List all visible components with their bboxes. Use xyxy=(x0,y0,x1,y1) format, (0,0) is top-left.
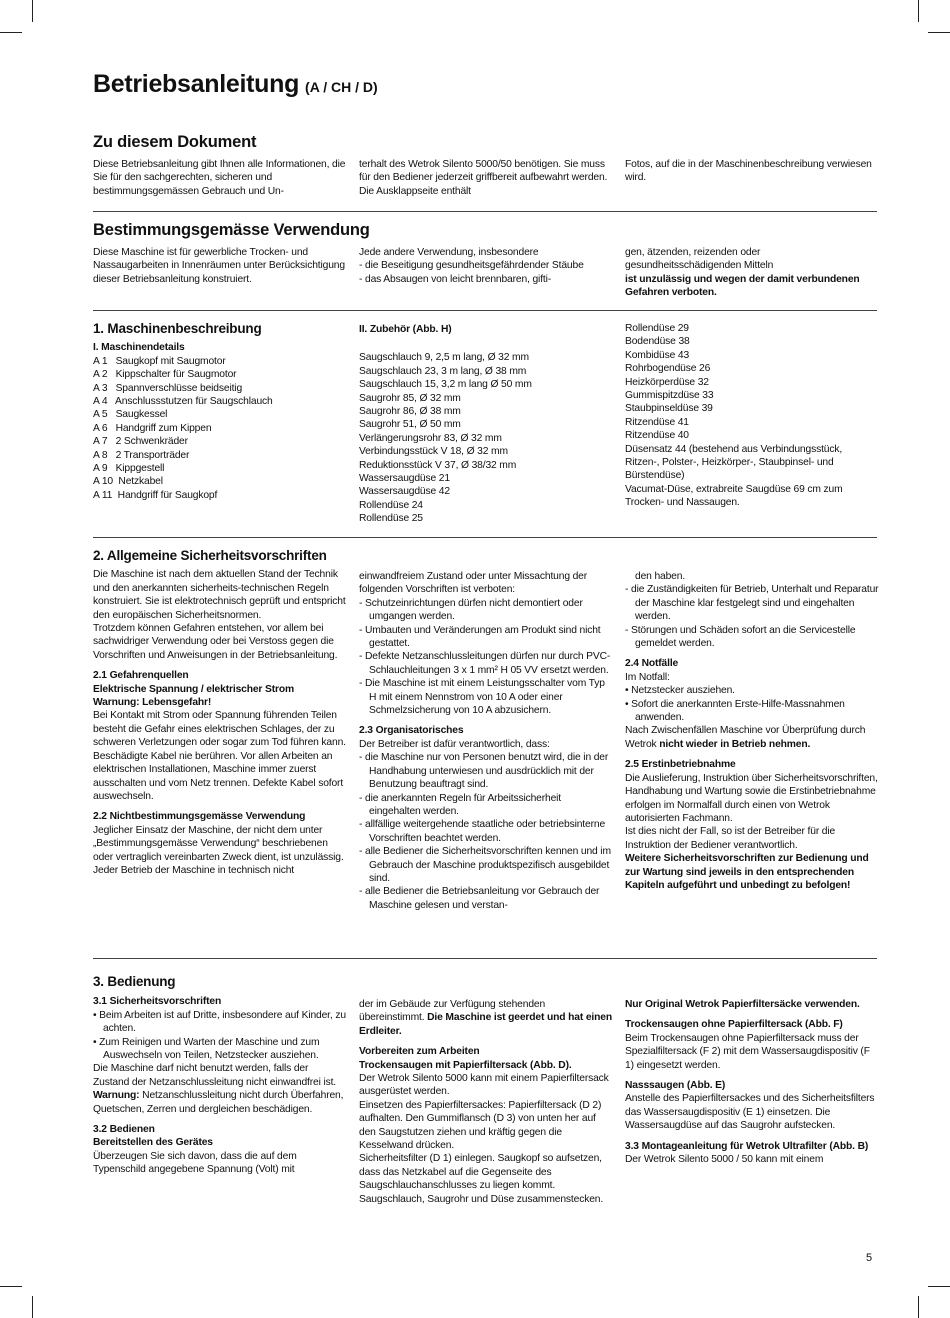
paragraph xyxy=(625,724,879,751)
list-item: Saugschlauch 15, 3,2 m lang Ø 50 mm xyxy=(359,379,532,391)
use-col-2 xyxy=(359,246,613,300)
list-item: Kombidüse 43 xyxy=(625,349,690,361)
safety-col-2 xyxy=(359,549,613,912)
subheading: Elektrische Spannung / elektrischer Strom xyxy=(93,683,294,695)
emphasis-text: Die Maschine ist geerdet und hat einen Erdleiter. xyxy=(359,1012,612,1037)
divider xyxy=(93,211,877,212)
paragraph: Der Betreiber ist dafür verantwortlich, dass: xyxy=(359,738,550,750)
paragraph: Jeglicher Einsatz der Maschine, der nicht dem unter „Bestimmungsgemässe Verwendung“ beschriebenen oder vertraglich vereinbarten Zweck dient, ist unzulässig. xyxy=(93,824,344,863)
use-col-1: Diese Maschine ist für gewerbliche Trocken- und Nassaugarbeiten in Innenräumen unter Berücksichtigung dieser Betriebsanleitung konstruiert. xyxy=(93,247,345,285)
list-item: • Beim Arbeiten ist auf Dritte, insbesondere auf Kinder, zu achten. xyxy=(93,1009,346,1035)
divider xyxy=(93,958,877,959)
section-title: 1. Maschinenbeschreibung xyxy=(93,321,262,336)
paragraph xyxy=(359,998,613,1038)
subheading: 2.3 Organisatorisches xyxy=(359,725,464,737)
list-item: - Die Maschine ist mit einem Leistungsschalter vom Typ H mit einem Nennstrom von 10 A oder einer Schmelzsicherung von 10 A abzusichern. xyxy=(359,678,605,717)
list-item: Vacumat-Düse, extrabreite Saugdüse 69 cm zum Trocken- und Nassaugen. xyxy=(625,483,843,509)
list-item: A 3 Spannverschlüsse beidseitig xyxy=(93,382,243,394)
list-item: Bodendüse 38 xyxy=(625,336,690,348)
crop-mark xyxy=(32,0,33,22)
list-item: - das Absaugen von leicht brennbaren, gifti- xyxy=(359,273,552,285)
crop-mark xyxy=(918,1296,919,1318)
title-text: Betriebsanleitung xyxy=(93,70,300,98)
paragraph: Ist dies nicht der Fall, so ist der Betreiber für die Instruktion der Bediener verantwortlich. xyxy=(625,826,836,851)
section-operation xyxy=(93,975,877,1206)
list-item: • Netzstecker ausziehen. xyxy=(625,685,735,697)
list-item: Rollendüse 24 xyxy=(359,499,423,511)
list-item: Wassersaugdüse 21 xyxy=(359,473,450,485)
crop-mark xyxy=(928,1286,950,1287)
section-title: Zu diesem Dokument xyxy=(93,133,257,151)
section-about xyxy=(93,133,877,198)
list-item: Gummispitzdüse 33 xyxy=(625,390,714,402)
list-item: Rohrbogendüse 26 xyxy=(625,363,711,375)
warning-label: Warnung: xyxy=(93,1090,140,1102)
list-item: Heizkörperdüse 32 xyxy=(625,376,709,388)
emphasis-paragraph: Weitere Sicherheitsvorschriften zur Bedienung und zur Wartung sind jeweils in den entsprechenden Kapiteln aufgeführt und unbedingt zu befolgen! xyxy=(625,853,869,891)
list-item: Saugschlauch 23, 3 m lang, Ø 38 mm xyxy=(359,365,527,377)
list-item: A 1 Saugkopf mit Saugmotor xyxy=(93,355,226,367)
divider xyxy=(93,537,877,538)
about-col-2: terhalt des Wetrok Silento 5000/50 benötigen. Sie muss für den Bediener jederzeit griffbereit aufbewahrt werden. Die Ausklappseite enthält xyxy=(359,159,608,197)
crop-mark xyxy=(32,1296,33,1318)
divider xyxy=(93,310,877,311)
list-item: - Defekte Netzanschlussleitungen dürfen nur durch PVC-Schlauchleitungen 3 x 1 mm² H 05 VV ersetzt werden. xyxy=(359,651,611,676)
section-intended-use xyxy=(93,221,877,300)
list-item: A 4 Anschlussstutzen für Saugschlauch xyxy=(93,396,273,408)
paragraph: Im Notfall: xyxy=(625,671,670,683)
paragraph: Beim Trockensaugen ohne Papierfiltersack muss der Spezialfiltersack (F 2) mit dem Wassersaugdispositiv (F 1) eingesetzt werden. xyxy=(625,1032,870,1071)
paragraph: Überzeugen Sie sich davon, dass die auf dem Typenschild angegebene Spannung (Volt) mit xyxy=(93,1150,297,1176)
about-col-1: Diese Betriebsanleitung gibt Ihnen alle Informationen, die Sie für den sachgerechten, sicheren und bestimmungsgemässen Gebrauch und Un- xyxy=(93,159,346,197)
list-item: A 5 Saugkessel xyxy=(93,409,168,421)
subheading: Nasssaugen (Abb. E) xyxy=(625,1080,726,1092)
list-item: - allfällige weitergehende staatliche oder betriebsinterne Vorschriften beachtet werden. xyxy=(359,819,606,844)
emphasis-paragraph: Nur Original Wetrok Papierfiltersäcke verwenden. xyxy=(625,999,860,1010)
paragraph-text: Nach Zwischenfällen Maschine vor Überprüfung durch Wetrok xyxy=(625,725,866,750)
list-item: Ritzendüse 41 xyxy=(625,416,689,428)
operation-col-3 xyxy=(625,975,879,1206)
list-item: - die anerkannten Regeln für Arbeitssicherheit eingehalten werden. xyxy=(359,792,562,817)
paragraph: Einsetzen des Papierfiltersackes: Papierfiltersack (D 2) aufhalten. Den Gummiflansch (D 3) von unten her auf den Saugstutzen ziehen und kräftig gegen die Kesselwand drücken. xyxy=(359,1099,602,1152)
paragraph: Die Maschine darf nicht benutzt werden, falls der Zustand der Netzanschlussleitung nicht einwandfrei ist. xyxy=(93,1063,337,1088)
section-title: 2. Allgemeine Sicherheitsvorschriften xyxy=(93,548,327,563)
details-column xyxy=(93,322,347,526)
subheading: 2.4 Notfälle xyxy=(625,658,679,670)
list-item: Wassersaugdüse 42 xyxy=(359,486,450,498)
subheading: 3.1 Sicherheitsvorschriften xyxy=(93,996,222,1008)
paragraph: Der Wetrok Silento 5000 / 50 kann mit einem xyxy=(625,1154,824,1166)
paragraph: den haben. xyxy=(635,571,686,582)
subheading: Vorbereiten zum Arbeiten xyxy=(359,1046,480,1058)
paragraph-text: der im Gebäude zur Verfügung stehenden übereinstimmt. xyxy=(359,999,546,1024)
list-item: - die Beseitigung gesundheitsgefährdender Stäube xyxy=(359,260,584,272)
list-item: Saugrohr 85, Ø 32 mm xyxy=(359,392,461,404)
list-item: A 6 Handgriff zum Kippen xyxy=(93,422,212,434)
list-item: A 10 Netzkabel xyxy=(93,476,163,488)
safety-col-3 xyxy=(625,549,879,912)
paragraph xyxy=(93,1089,347,1116)
subheading: 3.2 Bedienen xyxy=(93,1124,155,1136)
list-item: A 2 Kippschalter für Saugmotor xyxy=(93,369,237,381)
paragraph: Trotzdem können Gefahren entstehen, vor allem bei sachwidriger Verwendung oder bei Verstoss gegen die Vorschriften und Anweisungen in der Betriebsanleitung. xyxy=(93,623,338,661)
subheading: Trockensaugen mit Papierfiltersack (Abb. D). xyxy=(359,1059,572,1071)
paragraph: einwandfreiem Zustand oder unter Missachtung der folgenden Vorschriften ist verboten: xyxy=(359,571,588,596)
subheading: Bereitstellen des Gerätes xyxy=(93,1137,213,1149)
paragraph: Jeder Betrieb der Maschine in technisch nicht xyxy=(93,864,295,876)
list-item: - die Zuständigkeiten für Betrieb, Unterhalt und Reparatur der Maschine klar festgelegt sind und eingehalten werden. xyxy=(625,584,879,623)
list-item: Düsensatz 44 (bestehend aus Verbindungsstück, Ritzen-, Polster-, Heizkörper-, Staubpinsel- und Bürstendüse) xyxy=(625,443,843,482)
warning-heading: Warnung: Lebensgefahr! xyxy=(93,697,212,709)
crop-mark xyxy=(918,0,919,22)
accessories-column xyxy=(359,322,613,526)
use-col-3 xyxy=(625,246,879,300)
list-item: - Schutzeinrichtungen dürfen nicht demontiert oder umgangen werden. xyxy=(359,597,583,623)
subheading: 2.1 Gefahrenquellen xyxy=(93,670,189,682)
list-item: Ritzendüse 40 xyxy=(625,430,689,442)
paragraph-text: Netzanschlussleitung nicht durch Überfahren, Quetschen, Zerren und dergleichen beschädigen. xyxy=(93,1090,344,1115)
operation-col-1 xyxy=(93,975,347,1206)
use-prohibition: ist unzulässig und wegen der damit verbundenen Gefahren verboten. xyxy=(625,273,860,299)
list-item: A 8 2 Transporträder xyxy=(93,449,190,461)
list-item: Staubpinseldüse 39 xyxy=(625,403,713,415)
paragraph: Der Wetrok Silento 5000 kann mit einem Papierfiltersack ausgerüstet werden. xyxy=(359,1073,609,1098)
section-title: Bestimmungsgemässe Verwendung xyxy=(93,221,370,239)
emphasis-text: nicht wieder in Betrieb nehmen. xyxy=(659,738,811,750)
page-title xyxy=(93,70,378,99)
list-item: Saugrohr 86, Ø 38 mm xyxy=(359,406,461,418)
list-item: - die Maschine nur von Personen benutzt wird, die in der Handhabung unterwiesen und ausdrücklich mit der Benutzung beauftragt sind. xyxy=(359,752,609,791)
page-number: 5 xyxy=(866,1252,873,1264)
operation-col-2 xyxy=(359,975,613,1206)
list-item: Saugschlauch 9, 2,5 m lang, Ø 32 mm xyxy=(359,352,529,364)
list-item: Rollendüse 25 xyxy=(359,513,423,525)
subheading: 2.5 Erstinbetriebnahme xyxy=(625,759,736,771)
use-intro: Jede andere Verwendung, insbesondere xyxy=(359,247,539,258)
list-item: Rollendüse 29 xyxy=(625,323,689,334)
list-item: Verbindungsstück V 18, Ø 32 mm xyxy=(359,446,508,458)
paragraph: Anstelle des Papierfiltersackes und des Sicherheitsfilters das Wassersaugdispositiv (E 1) einsetzen. Die Wassersaugdüse auf das Saugrohr aufstecken. xyxy=(625,1093,875,1132)
list-item: Reduktionsstück V 37, Ø 38/32 mm xyxy=(359,459,517,471)
about-col-3: Fotos, auf die in der Maschinenbeschreibung verwiesen wird. xyxy=(625,159,872,184)
subheading: 2.2 Nichtbestimmungsgemässe Verwendung xyxy=(93,811,306,823)
list-item: A 11 Handgriff für Saugkopf xyxy=(93,489,218,501)
list-item: Saugrohr 51, Ø 50 mm xyxy=(359,419,461,431)
section-machine-description xyxy=(93,322,877,526)
list-item: - Umbauten und Veränderungen am Produkt sind nicht gestattet. xyxy=(359,624,601,650)
list-item: • Sofort die anerkannten Erste-Hilfe-Massnahmen anwenden. xyxy=(625,698,845,724)
subheading: Trockensaugen ohne Papierfiltersack (Abb. F) xyxy=(625,1019,843,1031)
section-title: 3. Bedienung xyxy=(93,974,176,989)
list-item: Verlängerungsrohr 83, Ø 32 mm xyxy=(359,432,502,444)
paragraph: Sicherheitsfilter (D 1) einlegen. Saugkopf so aufsetzen, dass das Netzkabel auf die Gegenseite des Saugschlauchanschlusses zu liegen kommt. Saugschlauch, Saugrohr und Düse zusammenstecken. xyxy=(359,1153,604,1205)
list-item: - alle Bediener die Sicherheitsvorschriften kennen und im Gebrauch der Maschine produktspezifisch ausgebildet sind. xyxy=(359,846,611,884)
crop-mark xyxy=(0,32,22,33)
subheading: II. Zubehör (Abb. H) xyxy=(359,324,452,335)
section-safety xyxy=(93,549,877,912)
subheading: 3.3 Montageanleitung für Wetrok Ultrafilter (Abb. B) xyxy=(625,1140,869,1152)
list-item: - alle Bediener die Betriebsanleitung vor Gebrauch der Maschine gelesen und verstan- xyxy=(359,886,600,911)
paragraph: Bei Kontakt mit Strom oder Spannung führenden Teilen besteht die Gefahr eines elektrischen Schlages, der zu schweren Verletzungen oder sogar zum Tod führen kann. Beschädigte Kabel nie berühren. Vor allen Arbeiten an elektrischen Installationen, Maschine immer zuerst ausschalten und vom Netz trennen. Defekte Kabel sofort auswechseln. xyxy=(93,710,346,802)
list-item: - Störungen und Schäden sofort an die Servicestelle gemeldet werden. xyxy=(625,624,856,650)
list-item: A 7 2 Schwenkräder xyxy=(93,436,188,448)
use-text: gen, ätzenden, reizenden oder gesundheitsschädigenden Mitteln xyxy=(625,247,774,272)
crop-mark xyxy=(928,32,950,33)
paragraph: Die Maschine ist nach dem aktuellen Stand der Technik und den anerkannten sicherheits-technischen Regeln konstruiert. Sie ist elektrotechnisch geprüft und entspricht den europäischen Sicherheitsnormen. xyxy=(93,569,346,621)
safety-col-1 xyxy=(93,549,347,912)
subheading: I. Maschinendetails xyxy=(93,342,185,354)
list-item: • Zum Reinigen und Warten der Maschine und zum Auswechseln von Teilen, Netzstecker ausziehen. xyxy=(93,1036,320,1062)
paragraph: Die Auslieferung, Instruktion über Sicherheitsvorschriften, Handhabung und Wartung sowie die Erstinbetriebnahme erfolgen im Normalfall durch einen von Wetrok autorisierten Fachmann. xyxy=(625,772,878,824)
title-suffix: (A / CH / D) xyxy=(305,79,378,95)
crop-mark xyxy=(0,1286,22,1287)
accessories-column-2 xyxy=(625,322,879,526)
list-item: A 9 Kippgestell xyxy=(93,463,165,475)
